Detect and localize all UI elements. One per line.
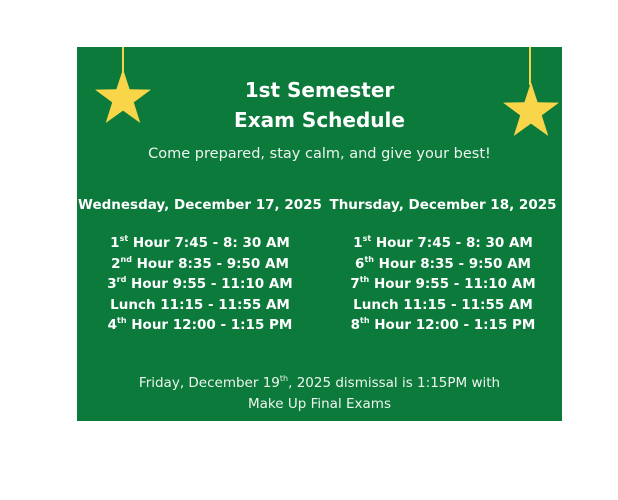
schedule-slot: 4th Hour 12:00 - 1:15 PM [107,316,293,333]
schedule-slot: 3rd Hour 9:55 - 11:10 AM [107,275,293,292]
schedule-slot: 2nd Hour 8:35 - 9:50 AM [111,254,289,272]
day-title: Thursday, December 18, 2025 [329,197,557,213]
dismissal-line-2: Make Up Final Exams [248,396,391,412]
title-line-2: Exam Schedule [234,108,405,132]
dismissal-note [77,373,562,415]
schedule-slot: 7th Hour 9:55 - 11:10 AM [350,275,536,292]
day-column-thursday [327,194,559,336]
dismissal-line-1: Friday, December 19th, 2025 dismissal is 1:15PM with [138,374,501,391]
exam-schedule-panel [77,47,562,421]
title-line-1: 1st Semester [244,78,395,102]
schedule-slot: 8th Hour 12:00 - 1:15 PM [350,316,536,333]
schedule-slot-lunch: Lunch 11:15 - 11:55 AM [353,296,533,313]
schedule-slot-lunch: Lunch 11:15 - 11:55 AM [110,296,290,313]
day-title: Wednesday, December 17, 2025 [78,197,322,213]
tagline: Come prepared, stay calm, and give your best! [148,146,491,162]
day-column-wednesday [77,194,323,336]
schedule-slot: 1st Hour 7:45 - 8: 30 AM [110,234,290,251]
schedule-slot: 1st Hour 7:45 - 8: 30 AM [353,234,533,251]
schedule-slot: 6th Hour 8:35 - 9:50 AM [355,254,531,272]
